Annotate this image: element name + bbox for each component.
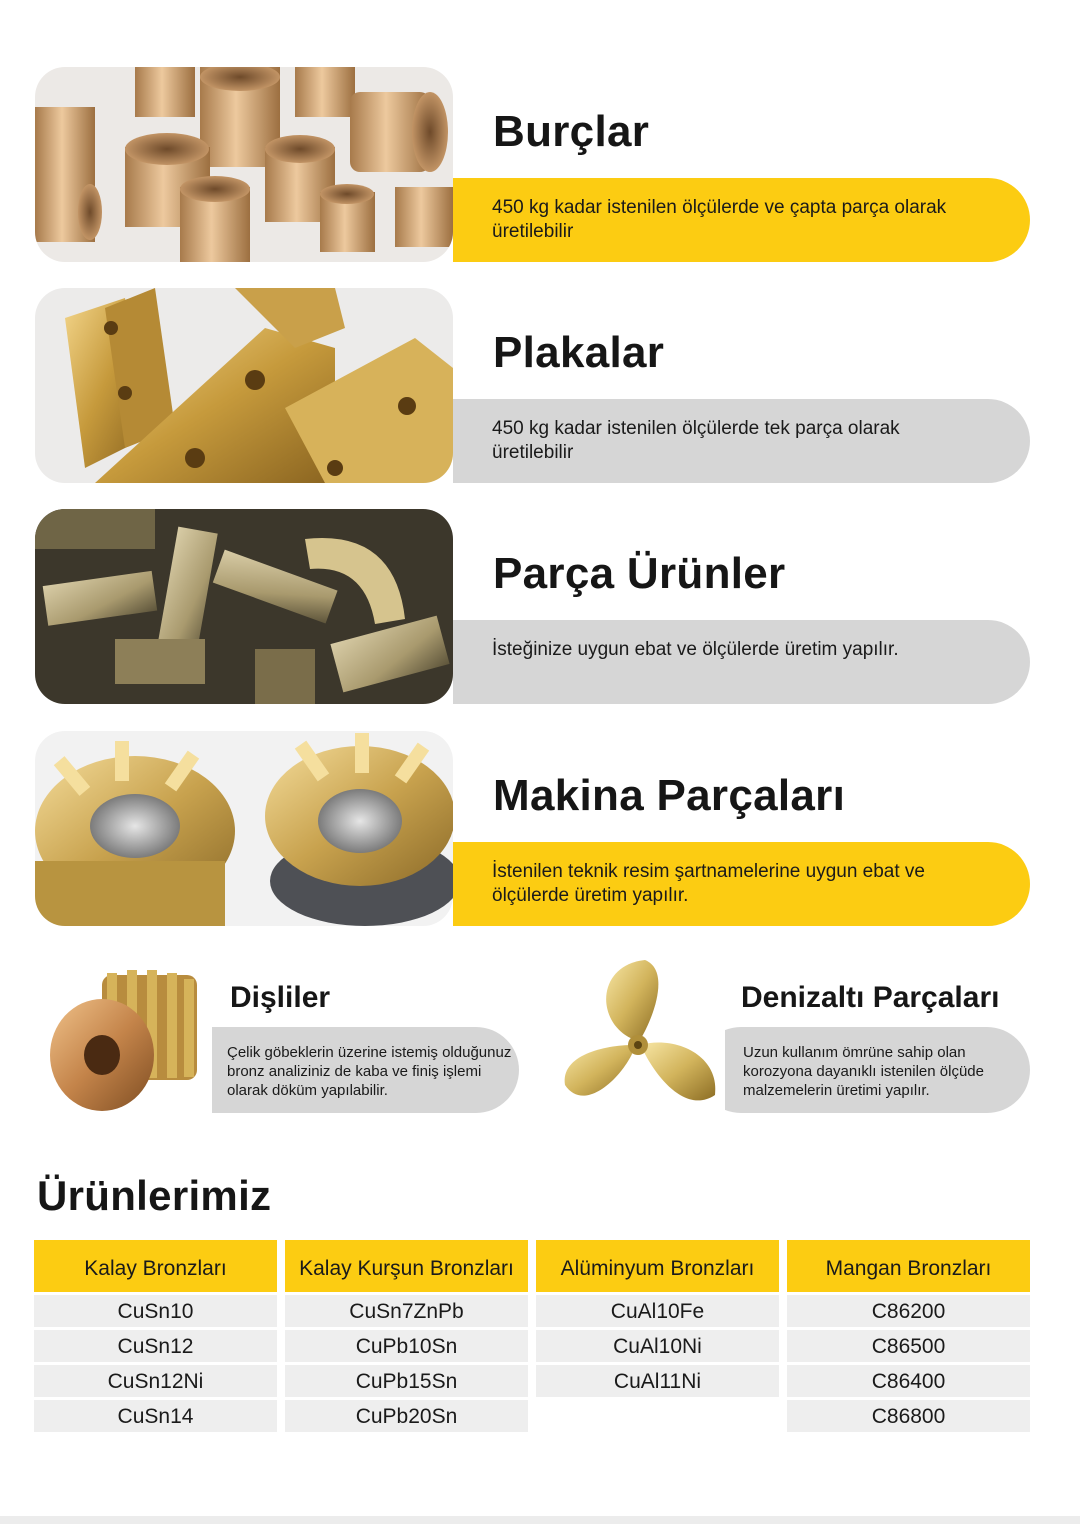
product-row-parca-urunler [35,509,1030,704]
description-pill [453,178,1030,262]
catalog-column-kalay-kursun-bronzlari [285,1240,528,1432]
product-title: Denizaltı Parçaları [741,981,1000,1014]
machine-parts-photo [35,731,453,926]
description-pill [453,620,1030,704]
product-row-burclar [35,67,1030,262]
catalog-column-kalay-bronzlari [34,1240,277,1432]
description-pill [453,842,1030,926]
table-cell: CuSn14 [34,1400,277,1432]
table-cell: CuSn10 [34,1295,277,1327]
product-card-disliler [42,955,522,1120]
table-cell: CuAl10Fe [536,1295,779,1327]
product-title: Burçlar [493,107,650,156]
product-title: Makina Parçaları [493,771,846,820]
product-description: 450 kg kadar istenilen ölçülerde ve çapta parça olarak üretilebilir [492,197,947,242]
product-description: İsteğinize uygun ebat ve ölçülerde üretim yapılır. [492,639,899,660]
product-row-makina-parcalari [35,731,1030,926]
column-header: Kalay Kurşun Bronzları [285,1240,528,1292]
product-card-denizalti-parcalari [555,955,1030,1120]
product-title: Plakalar [493,328,665,377]
product-title: Parça Ürünler [493,549,786,598]
product-description: Uzun kullanım ömrüne sahip olan korozyona dayanıklı istenilen ölçüde malzemelerin üretimi yapılır. [743,1044,984,1099]
catalog-column-aluminyum-bronzlari [536,1240,779,1397]
column-header: Alüminyum Bronzları [536,1240,779,1292]
bronze-bushings-photo [35,67,453,262]
table-cell: C86400 [787,1365,1030,1397]
description-pill [187,1027,519,1113]
table-cell: CuSn12 [34,1330,277,1362]
column-header: Kalay Bronzları [34,1240,277,1292]
catalog-heading: Ürünlerimiz [37,1172,272,1219]
table-cell: C86800 [787,1400,1030,1432]
description-pill [453,399,1030,483]
cast-parts-photo [35,509,453,704]
table-cell: CuSn7ZnPb [285,1295,528,1327]
table-cell: CuAl10Ni [536,1330,779,1362]
column-header: Mangan Bronzları [787,1240,1030,1292]
bronze-propeller-photo [555,955,725,1120]
bronze-gear-photo [42,955,212,1120]
product-row-plakalar [35,288,1030,483]
table-cell: CuSn12Ni [34,1365,277,1397]
table-cell: CuPb10Sn [285,1330,528,1362]
catalog-column-mangan-bronzlari [787,1240,1030,1432]
table-cell: CuPb20Sn [285,1400,528,1432]
page-bottom-rule [0,1516,1080,1524]
product-description: 450 kg kadar istenilen ölçülerde tek parça olarak üretilebilir [492,418,900,463]
table-cell: CuPb15Sn [285,1365,528,1397]
table-cell: C86500 [787,1330,1030,1362]
description-pill [698,1027,1030,1113]
product-description: Çelik göbeklerin üzerine istemiş olduğunuz bronz analiziniz de kaba ve finiş işlemi olarak döküm yapılabilir. [227,1044,512,1099]
product-title: Dişliler [230,981,331,1014]
product-description: İstenilen teknik resim şartnamelerine uygun ebat ve ölçülerde üretim yapılır. [492,861,926,906]
bronze-plates-photo [35,288,453,483]
table-cell: C86200 [787,1295,1030,1327]
table-cell: CuAl11Ni [536,1365,779,1397]
